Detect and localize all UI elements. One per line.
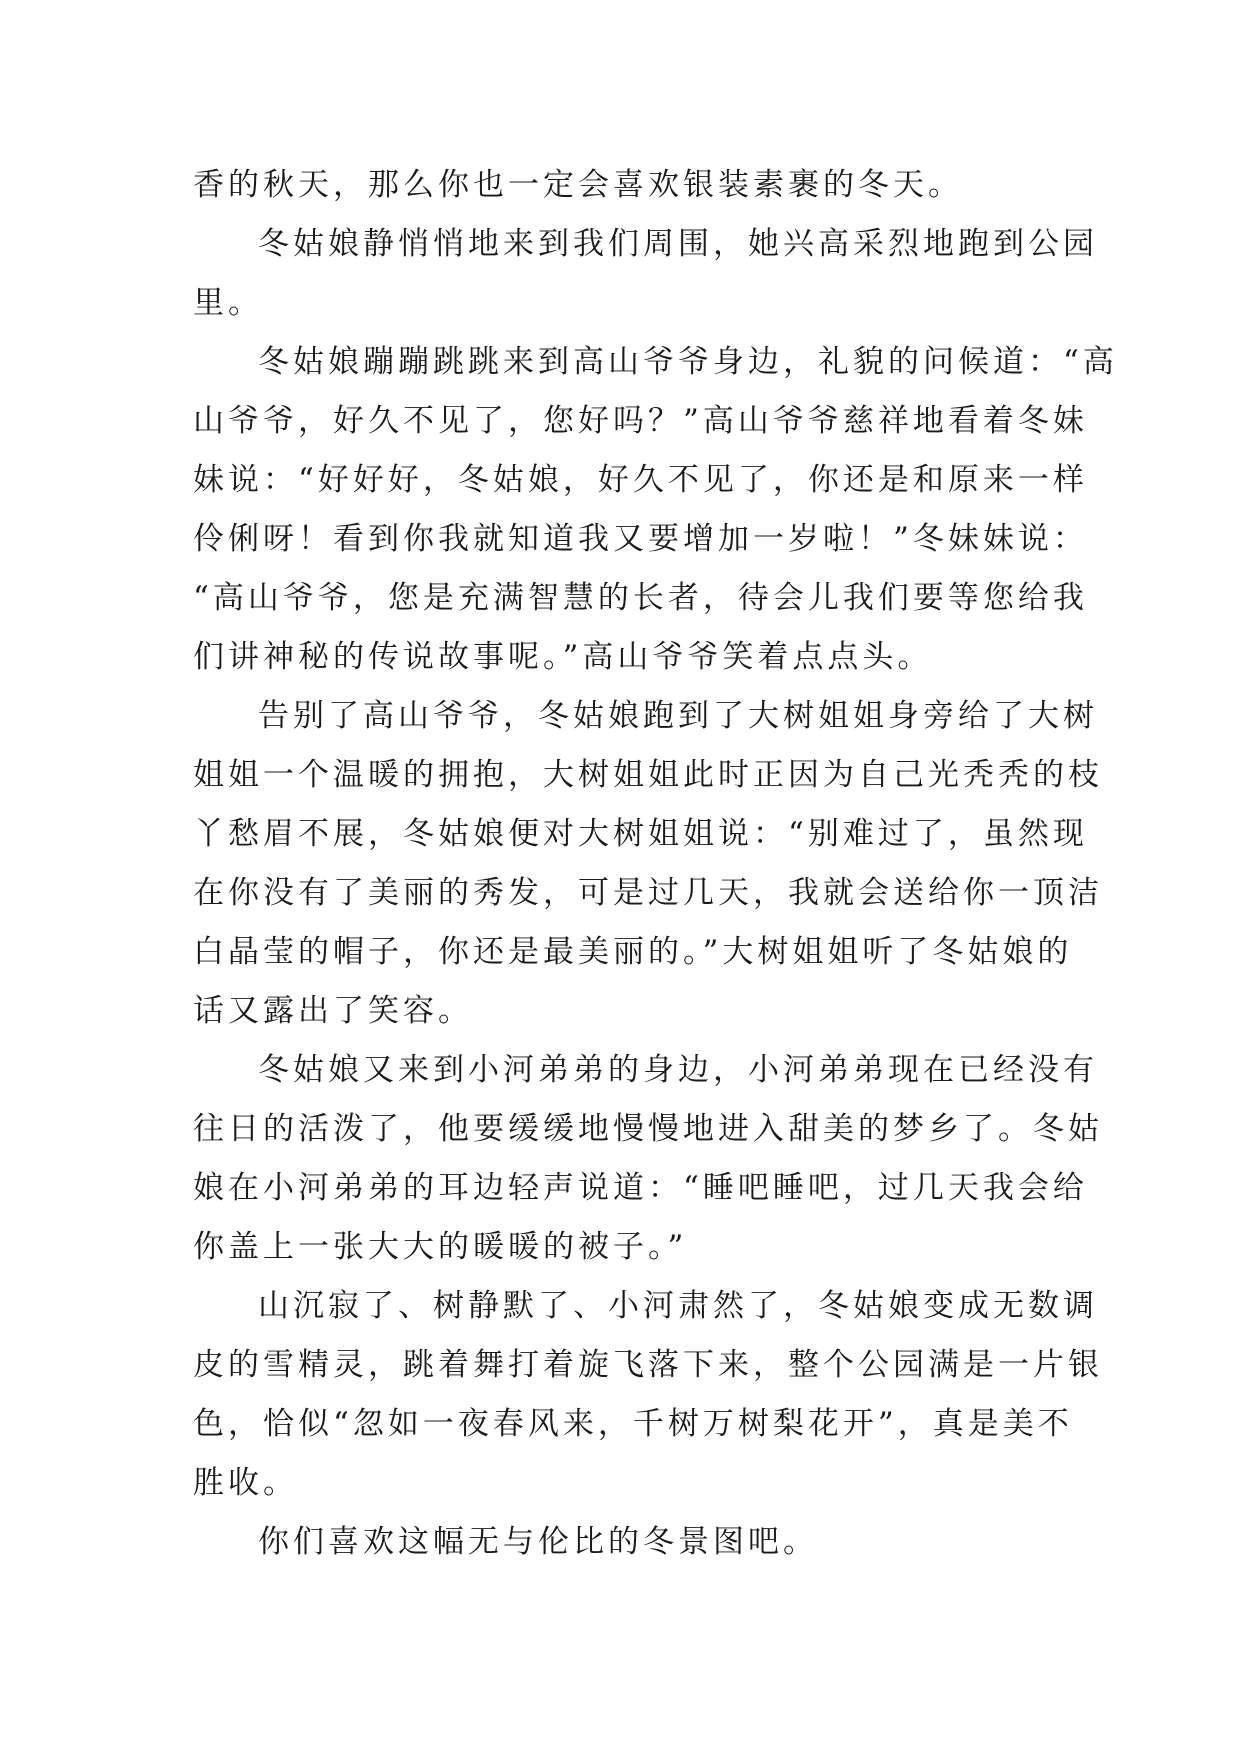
text-line: 告别了高山爷爷，冬姑娘跑到了大树姐姐身旁给了大树 [258,698,1098,734]
body-text [193,156,1118,1572]
text-line: 往日的活泼了，他要缓缓地慢慢地进入甜美的梦乡了。冬姑 [193,1111,1103,1147]
paragraph [193,1513,1053,1572]
text-line: 话又露出了笑容。 [193,993,473,1029]
text-line: 冬姑娘又来到小河弟弟的身边，小河弟弟现在已经没有 [258,1052,1098,1088]
text-line: 你盖上一张大大的暖暖的被子。” [193,1229,688,1265]
paragraph [193,1041,1103,1277]
text-line: 妹说：“好好好，冬姑娘，好久不见了，你还是和原来一样 [193,462,1088,498]
text-line: 色，恰似“忽如一夜春风来，千树万树梨花开”，真是美不 [193,1406,1073,1442]
text-line: 冬姑娘蹦蹦跳跳来到高山爷爷身边，礼貌的问候道：“高 [258,344,1118,380]
paragraph [193,687,1103,1041]
paragraph [193,156,1053,215]
text-line: 胜收。 [193,1465,298,1501]
text-line: 们讲神秘的传说故事呢。”高山爷爷笑着点点头。 [193,639,933,675]
text-line: 冬姑娘静悄悄地来到我们周围，她兴高采烈地跑到公园 [258,226,1098,262]
text-line: 香的秋天，那么你也一定会喜欢银装素裹的冬天。 [193,167,963,203]
paragraph [193,333,1118,687]
paragraph [193,1277,1103,1513]
text-line: “高山爷爷，您是充满智慧的长者，待会儿我们要等您给我 [193,580,1088,616]
text-line: 在你没有了美丽的秀发，可是过几天，我就会送给你一顶洁 [193,875,1103,911]
text-line: 里。 [193,285,263,321]
text-line: 皮的雪精灵，跳着舞打着旋飞落下来，整个公园满是一片银 [193,1347,1103,1383]
text-line: 丫愁眉不展，冬姑娘便对大树姐姐说：“别难过了，虽然现 [193,816,1088,852]
text-line: 娘在小河弟弟的耳边轻声说道：“睡吧睡吧，过几天我会给 [193,1170,1088,1206]
text-line: 山爷爷，好久不见了，您好吗？”高山爷爷慈祥地看着冬妹 [193,403,1088,439]
text-line: 白晶莹的帽子，你还是最美丽的。”大树姐姐听了冬姑娘的 [193,934,1073,970]
text-line: 姐姐一个温暖的拥抱，大树姐姐此时正因为自己光秃秃的枝 [193,757,1103,793]
text-line: 你们喜欢这幅无与伦比的冬景图吧。 [258,1524,818,1560]
paragraph [193,215,1098,333]
text-line: 伶俐呀！看到你我就知道我又要增加一岁啦！”冬妹妹说： [193,521,1088,557]
text-line: 山沉寂了、树静默了、小河肃然了，冬姑娘变成无数调 [258,1288,1098,1324]
